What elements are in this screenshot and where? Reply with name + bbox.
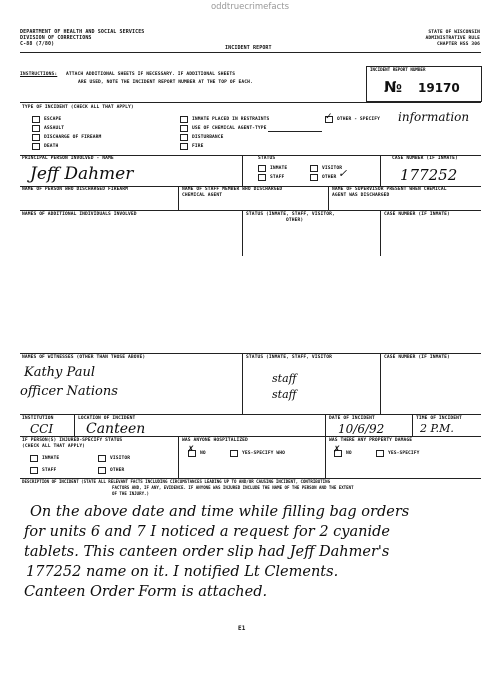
- column-rule: [380, 210, 381, 256]
- column-rule: [242, 210, 243, 256]
- description-label-2: FACTORS AND, IF ANY, EVIDENCE. IF ANYONE WAS INJURED INCLUDE THE NAME OF THE PERSON AND THE EXTENT: [112, 485, 354, 490]
- witness-status-label: STATUS (INMATE, STAFF, VISITOR: [246, 355, 332, 360]
- date-label: DATE OF INCIDENT: [329, 416, 375, 421]
- column-rule: [380, 353, 381, 414]
- department-name: DEPARTMENT OF HEALTH AND SOCIAL SERVICES: [20, 29, 145, 35]
- report-number-label: INCIDENT REPORT NUMBER: [370, 67, 426, 72]
- section-rule: [20, 102, 481, 103]
- label-injured-visitor: VISITOR: [110, 456, 131, 461]
- label-restraints: INMATE PLACED IN RESTRAINTS: [192, 117, 270, 122]
- instructions-label: INSTRUCTIONS:: [20, 72, 58, 77]
- instructions-line-1: ATTACH ADDITIONAL SHEETS IF NECESSARY. IF ADDITIONAL SHEETS: [66, 72, 236, 77]
- column-rule: [178, 186, 179, 210]
- watermark: oddtruecrimefacts: [210, 2, 290, 12]
- checkbox-death[interactable]: [32, 143, 40, 150]
- division-name: DIVISION OF CORRECTIONS: [20, 35, 92, 41]
- checkbox-status-staff[interactable]: [258, 174, 266, 181]
- checkbox-status-inmate[interactable]: [258, 165, 266, 172]
- witness-status-2: staff: [272, 388, 297, 401]
- label-status-visitor: VISITOR: [322, 166, 343, 171]
- column-rule: [242, 155, 243, 186]
- witness-case-label: CASE NUMBER (IF INMATE): [384, 355, 450, 360]
- column-rule: [325, 414, 326, 478]
- checkbox-damage-yes[interactable]: [376, 450, 384, 457]
- principal-status-other-value: ✓: [338, 167, 348, 180]
- label-damage-yes: YES-SPECIFY: [388, 451, 420, 456]
- injured-label-1: IF PERSON(S) INJURED-SPECIFY STATUS: [22, 438, 123, 443]
- witness-status-1: staff: [272, 372, 297, 385]
- additional-case-label: CASE NUMBER (IF INMATE): [384, 212, 450, 217]
- damage-label: WAS THERE ANY PROPERTY DAMAGE: [329, 438, 413, 443]
- other-specify-value: information: [398, 110, 470, 124]
- label-discharge-firearm: DISCHARGE OF FIREARM: [44, 135, 102, 140]
- chemical-staff-label-1: NAME OF STAFF MEMBER WHO DISCHARGED: [182, 187, 283, 192]
- label-escape: ESCAPE: [44, 117, 62, 122]
- hospitalized-label: WAS ANYONE HOSPITALIZED: [182, 438, 248, 443]
- label-chemical-agent: USE OF CHEMICAL AGENT-TYPE: [192, 126, 267, 131]
- additional-status-label-1: STATUS (INMATE, STAFF, VISITOR,: [246, 212, 335, 217]
- header-rule: [20, 52, 481, 53]
- checkbox-discharge-firearm[interactable]: [32, 134, 40, 141]
- description-line-5: Canteen Order Form is attached.: [24, 584, 268, 600]
- label-disturbance: DISTURBANCE: [192, 135, 224, 140]
- additional-status-label-2: OTHER): [286, 218, 304, 223]
- principal-status-label: STATUS: [258, 156, 276, 161]
- report-number-value: 19170: [418, 81, 460, 95]
- witness-name-2: officer Nations: [20, 384, 118, 399]
- column-rule: [178, 436, 179, 478]
- additional-names-label: NAMES OF ADDITIONAL INDIVIDUALS INVOLVED: [22, 212, 137, 217]
- principal-name-label: PRINCIPAL PERSON INVOLVED - NAME: [22, 156, 114, 161]
- supervisor-label-2: AGENT WAS DISCHARGED: [332, 193, 390, 198]
- label-injured-other: OTHER: [110, 468, 125, 473]
- column-rule: [242, 353, 243, 414]
- checkbox-injured-staff[interactable]: [30, 467, 38, 474]
- label-status-inmate: INMATE: [270, 166, 288, 171]
- time-label: TIME OF INCIDENT: [416, 416, 462, 421]
- description-line-3: tablets. This canteen order slip had Jeff Dahmer's: [24, 544, 390, 560]
- description-line-4: 177252 name on it. I notified Lt Clements.: [26, 564, 339, 580]
- check-mark-icon: ✗: [187, 445, 195, 455]
- chemical-staff-label-2: CHEMICAL AGENT: [182, 193, 223, 198]
- check-mark-icon: ✗: [333, 445, 341, 455]
- checkbox-disturbance[interactable]: [180, 134, 188, 141]
- report-number-prefix: №: [384, 78, 403, 96]
- date-value: 10/6/92: [338, 422, 385, 436]
- witness-names-label: NAMES OF WITNESSES (OTHER THAN THOSE ABOVE): [22, 355, 146, 360]
- checkbox-hospitalized-yes[interactable]: [230, 450, 238, 457]
- column-rule: [328, 186, 329, 210]
- label-injured-staff: STAFF: [42, 468, 57, 473]
- checkbox-status-other[interactable]: [310, 174, 318, 181]
- label-damage-no: NO: [346, 451, 352, 456]
- label-death: DEATH: [44, 144, 59, 149]
- section-rule: [20, 353, 481, 354]
- chemical-type-line: [268, 131, 322, 132]
- admin-rule: ADMINISTRATIVE RULE: [425, 36, 480, 41]
- principal-case-number: 177252: [400, 166, 458, 184]
- description-label-1: DESCRIPTION OF INCIDENT (STATE ALL RELEVANT FACTS INCLUDING CIRCUMSTANCES LEADING UP TO AND/OR CAUSING INCIDENT, CONTRIBUTING: [22, 479, 331, 484]
- checkbox-injured-visitor[interactable]: [98, 455, 106, 462]
- column-rule: [74, 414, 75, 436]
- label-fire: FIRE: [192, 144, 204, 149]
- description-line-2: for units 6 and 7 I noticed a request for 2 cyanide: [24, 524, 390, 540]
- time-value: 2 P.M.: [420, 422, 454, 435]
- instructions-line-2: ARE USED, NOTE THE INCIDENT REPORT NUMBER AT THE TOP OF EACH.: [78, 80, 253, 85]
- state-name: STATE OF WISCONSIN: [428, 30, 480, 35]
- firearm-name-label: NAME OF PERSON WHO DISCHARGED FIREARM: [22, 187, 129, 192]
- witness-name-1: Kathy Paul: [24, 365, 95, 380]
- label-status-other: OTHER: [322, 175, 337, 180]
- principal-name: Jeff Dahmer: [30, 164, 134, 184]
- checkbox-restraints[interactable]: [180, 116, 188, 123]
- label-hospitalized-yes: YES-SPECIFY WHO: [242, 451, 285, 456]
- chapter: CHAPTER HSS 306: [437, 42, 480, 47]
- footer-mark: E1: [238, 625, 246, 632]
- checkbox-assault[interactable]: [32, 125, 40, 132]
- checkbox-injured-inmate[interactable]: [30, 455, 38, 462]
- institution-value: CCI: [30, 422, 54, 436]
- column-rule: [380, 155, 381, 186]
- location-value: Canteen: [86, 421, 146, 437]
- label-status-staff: STAFF: [270, 175, 285, 180]
- injured-label-2: (CHECK ALL THAT APPLY): [22, 444, 86, 449]
- label-hospitalized-no: NO: [200, 451, 206, 456]
- case-number-label: CASE NUMBER (IF INMATE): [392, 156, 458, 161]
- section-rule: [20, 210, 481, 211]
- label-injured-inmate: INMATE: [42, 456, 60, 461]
- label-assault: ASSAULT: [44, 126, 65, 131]
- description-label-3: OF THE INJURY.): [112, 491, 149, 496]
- checkbox-escape[interactable]: [32, 116, 40, 123]
- form-title: INCIDENT REPORT: [225, 45, 272, 51]
- check-mark-icon: ✓: [325, 112, 333, 122]
- checkbox-fire[interactable]: [180, 143, 188, 150]
- checkbox-chemical-agent[interactable]: [180, 125, 188, 132]
- incident-type-label: TYPE OF INCIDENT (CHECK ALL THAT APPLY): [22, 105, 134, 110]
- checkbox-injured-other[interactable]: [98, 467, 106, 474]
- form-code: C-88 (7/80): [20, 41, 55, 47]
- checkbox-status-visitor[interactable]: [310, 165, 318, 172]
- label-other: OTHER - SPECIFY: [337, 117, 380, 122]
- location-label: LOCATION OF INCIDENT: [78, 416, 136, 421]
- supervisor-label-1: NAME OF SUPERVISOR PRESENT WHEN CHEMICAL: [332, 187, 447, 192]
- column-rule: [412, 414, 413, 436]
- institution-label: INSTITUTION: [22, 416, 54, 421]
- description-line-1: On the above date and time while filling bag orders: [30, 504, 410, 520]
